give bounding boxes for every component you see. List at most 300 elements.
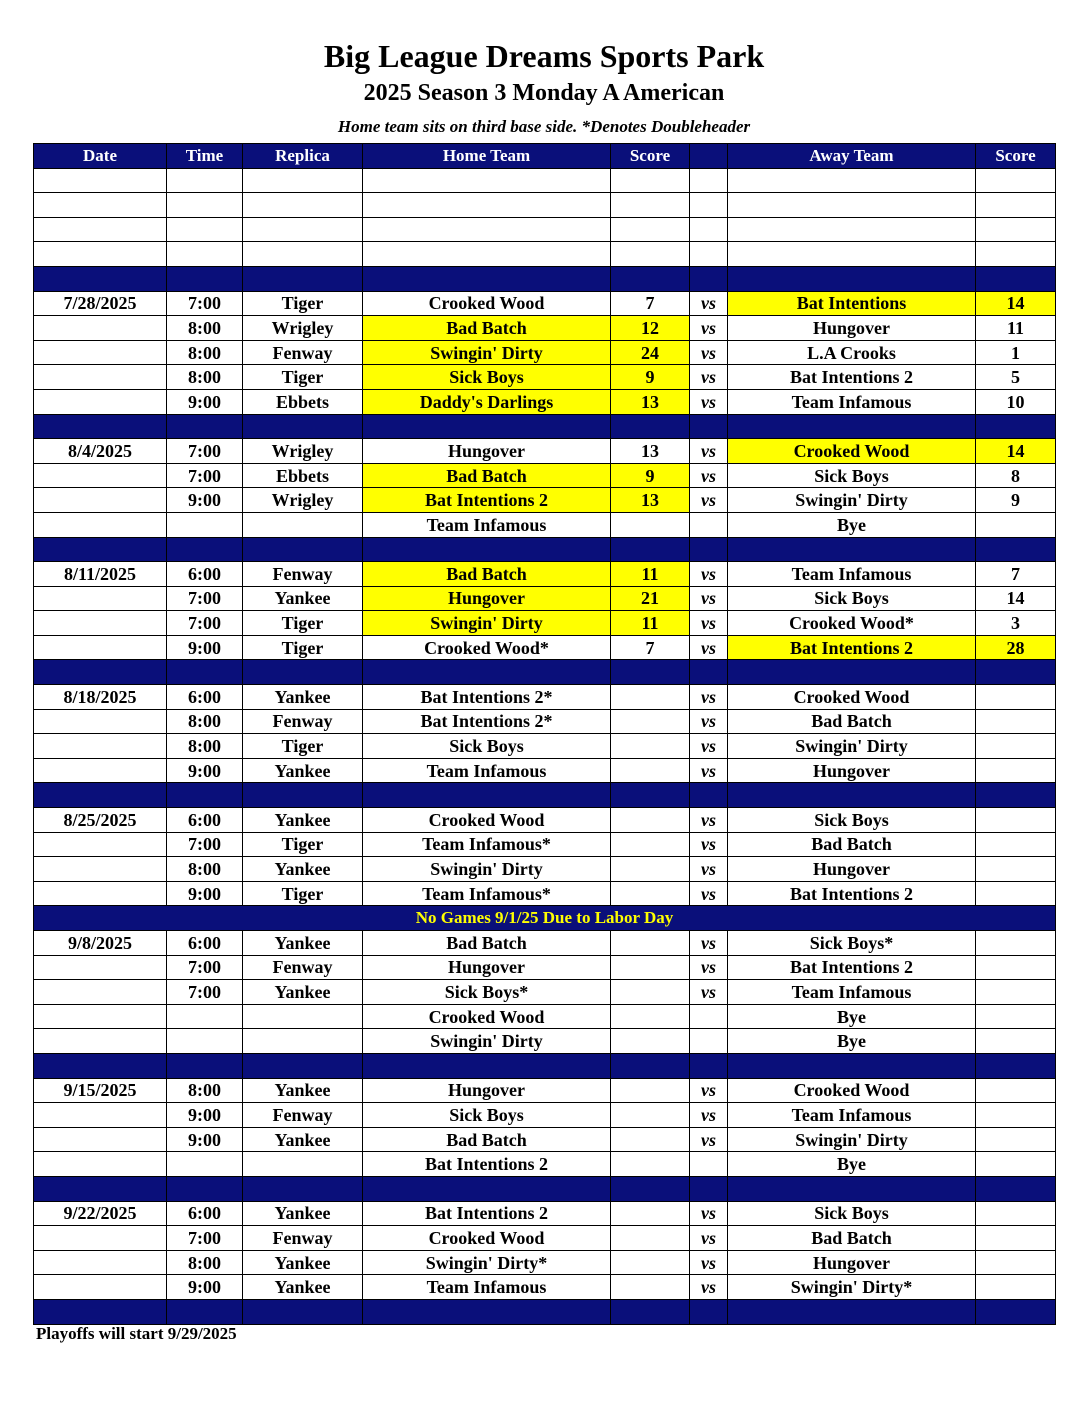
separator-cell (167, 783, 243, 808)
away-score-cell: 7 (976, 562, 1056, 587)
replica-cell: Yankee (243, 1078, 363, 1103)
home-team-cell: Sick Boys (363, 734, 611, 759)
away-team-cell: Crooked Wood (728, 439, 976, 464)
away-score-cell (976, 193, 1056, 218)
home-team-cell: Bad Batch (363, 316, 611, 341)
vs-cell: vs (690, 980, 728, 1005)
vs-cell: vs (690, 611, 728, 636)
vs-cell: vs (690, 316, 728, 341)
home-team-cell: Team Infamous* (363, 881, 611, 906)
date-cell (34, 758, 167, 783)
away-team-cell: Crooked Wood (728, 1078, 976, 1103)
table-row (34, 635, 1056, 660)
away-team-cell: Sick Boys (728, 808, 976, 833)
home-score-cell (611, 955, 690, 980)
away-team-cell: Bat Intentions 2 (728, 635, 976, 660)
home-score-cell: 12 (611, 316, 690, 341)
time-cell: 9:00 (167, 758, 243, 783)
vs-cell: vs (690, 1226, 728, 1251)
week-separator-row (34, 1299, 1056, 1324)
home-team-cell: Bat Intentions 2 (363, 488, 611, 513)
separator-cell (34, 266, 167, 291)
home-score-cell (611, 881, 690, 906)
table-row (34, 1250, 1056, 1275)
away-team-cell (728, 193, 976, 218)
date-cell (34, 193, 167, 218)
home-score-cell (611, 168, 690, 193)
home-team-cell: Bad Batch (363, 1127, 611, 1152)
home-team-cell: Swingin' Dirty (363, 857, 611, 882)
replica-cell: Wrigley (243, 439, 363, 464)
separator-cell (167, 537, 243, 562)
replica-cell: Yankee (243, 931, 363, 956)
home-score-cell (611, 1029, 690, 1054)
away-score-cell (976, 1029, 1056, 1054)
time-cell: 7:00 (167, 955, 243, 980)
date-cell (34, 217, 167, 242)
table-row (34, 955, 1056, 980)
separator-cell (243, 1053, 363, 1078)
separator-cell (976, 1053, 1056, 1078)
home-score-cell (611, 1226, 690, 1251)
separator-cell (728, 1176, 976, 1201)
away-score-cell: 10 (976, 389, 1056, 414)
vs-cell: vs (690, 291, 728, 316)
separator-cell (611, 783, 690, 808)
replica-cell: Tiger (243, 832, 363, 857)
home-team-cell: Swingin' Dirty (363, 1029, 611, 1054)
page-subtitle: 2025 Season 3 Monday A American (363, 80, 725, 106)
home-score-cell: 11 (611, 611, 690, 636)
table-row (34, 1226, 1056, 1251)
table-row (34, 832, 1056, 857)
vs-cell (690, 168, 728, 193)
vs-cell: vs (690, 340, 728, 365)
replica-cell: Fenway (243, 709, 363, 734)
vs-cell: vs (690, 1103, 728, 1128)
home-team-cell: Crooked Wood (363, 1004, 611, 1029)
time-cell (167, 193, 243, 218)
date-cell: 8/25/2025 (34, 808, 167, 833)
table-row (34, 709, 1056, 734)
time-cell: 9:00 (167, 635, 243, 660)
page-title: Big League Dreams Sports Park (323, 38, 765, 74)
replica-cell: Yankee (243, 1275, 363, 1300)
replica-cell: Fenway (243, 955, 363, 980)
table-row (34, 1004, 1056, 1029)
notice-row (34, 906, 1056, 931)
table-row (34, 1029, 1056, 1054)
vs-cell (690, 512, 728, 537)
separator-cell (363, 1299, 611, 1324)
away-team-cell: Bad Batch (728, 709, 976, 734)
vs-cell (690, 193, 728, 218)
home-team-cell: Bat Intentions 2* (363, 709, 611, 734)
notice-text: No Games 9/1/25 Due to Labor Day (34, 906, 1056, 931)
away-score-cell (976, 1250, 1056, 1275)
home-team-cell: Hungover (363, 955, 611, 980)
away-score-cell (976, 808, 1056, 833)
away-score-cell (976, 217, 1056, 242)
vs-cell: vs (690, 1127, 728, 1152)
away-score-cell: 5 (976, 365, 1056, 390)
vs-cell: vs (690, 635, 728, 660)
home-team-cell: Hungover (363, 1078, 611, 1103)
table-row (34, 1201, 1056, 1226)
separator-cell (728, 537, 976, 562)
away-score-cell: 8 (976, 463, 1056, 488)
time-cell: 7:00 (167, 586, 243, 611)
away-team-cell: Crooked Wood (728, 685, 976, 710)
date-cell (34, 168, 167, 193)
away-team-cell: Team Infamous (728, 562, 976, 587)
time-cell: 8:00 (167, 1250, 243, 1275)
date-cell (34, 1226, 167, 1251)
home-score-cell (611, 1201, 690, 1226)
week-separator-row (34, 783, 1056, 808)
replica-cell: Fenway (243, 1103, 363, 1128)
home-score-cell (611, 931, 690, 956)
home-team-cell: Swingin' Dirty* (363, 1250, 611, 1275)
time-cell: 9:00 (167, 1103, 243, 1128)
away-score-cell: 9 (976, 488, 1056, 513)
table-row (34, 685, 1056, 710)
replica-cell: Yankee (243, 758, 363, 783)
table-row (34, 857, 1056, 882)
home-team-cell: Sick Boys (363, 365, 611, 390)
date-cell (34, 1103, 167, 1128)
away-score-cell (976, 1226, 1056, 1251)
week-separator-row (34, 266, 1056, 291)
vs-cell (690, 242, 728, 267)
blank-row (34, 217, 1056, 242)
separator-cell (34, 1299, 167, 1324)
separator-cell (34, 1176, 167, 1201)
time-cell: 6:00 (167, 808, 243, 833)
home-score-cell (611, 808, 690, 833)
separator-cell (728, 1299, 976, 1324)
time-cell: 6:00 (167, 685, 243, 710)
away-team-cell: Hungover (728, 758, 976, 783)
away-score-cell: 28 (976, 635, 1056, 660)
away-team-cell: Swingin' Dirty (728, 734, 976, 759)
date-cell (34, 955, 167, 980)
date-cell (34, 1250, 167, 1275)
table-row (34, 808, 1056, 833)
date-cell (34, 1152, 167, 1177)
vs-cell: vs (690, 881, 728, 906)
replica-cell: Tiger (243, 365, 363, 390)
replica-cell: Fenway (243, 1226, 363, 1251)
time-cell: 7:00 (167, 980, 243, 1005)
date-cell (34, 832, 167, 857)
time-cell: 7:00 (167, 439, 243, 464)
date-cell (34, 586, 167, 611)
replica-cell: Ebbets (243, 463, 363, 488)
separator-cell (167, 1053, 243, 1078)
week-separator-row (34, 414, 1056, 439)
away-team-cell: Crooked Wood* (728, 611, 976, 636)
home-team-cell: Bat Intentions 2* (363, 685, 611, 710)
time-cell (167, 1029, 243, 1054)
replica-cell: Fenway (243, 340, 363, 365)
separator-cell (611, 1176, 690, 1201)
separator-cell (243, 414, 363, 439)
away-score-cell: 14 (976, 291, 1056, 316)
date-cell (34, 635, 167, 660)
col-header-vs (690, 144, 728, 169)
home-team-cell: Team Infamous (363, 512, 611, 537)
replica-cell (243, 242, 363, 267)
home-team-cell: Team Infamous* (363, 832, 611, 857)
week-separator-row (34, 660, 1056, 685)
away-team-cell: Bye (728, 512, 976, 537)
replica-cell: Wrigley (243, 316, 363, 341)
away-score-cell (976, 1078, 1056, 1103)
playoffs-note: Playoffs will start 9/29/2025 (36, 1324, 237, 1343)
time-cell (167, 1004, 243, 1029)
date-cell (34, 857, 167, 882)
separator-cell (690, 1299, 728, 1324)
home-team-cell: Crooked Wood (363, 1226, 611, 1251)
separator-cell (167, 1299, 243, 1324)
time-cell: 7:00 (167, 611, 243, 636)
replica-cell: Yankee (243, 685, 363, 710)
separator-cell (728, 1053, 976, 1078)
time-cell: 6:00 (167, 562, 243, 587)
week-separator-row (34, 1176, 1056, 1201)
separator-cell (728, 414, 976, 439)
home-score-cell (611, 1250, 690, 1275)
separator-cell (243, 1176, 363, 1201)
time-cell: 8:00 (167, 316, 243, 341)
separator-cell (363, 1176, 611, 1201)
time-cell: 7:00 (167, 1226, 243, 1251)
home-team-cell: Crooked Wood* (363, 635, 611, 660)
separator-cell (167, 660, 243, 685)
vs-cell: vs (690, 586, 728, 611)
date-cell (34, 1275, 167, 1300)
separator-cell (243, 266, 363, 291)
time-cell: 9:00 (167, 881, 243, 906)
home-score-cell (611, 1078, 690, 1103)
separator-cell (34, 660, 167, 685)
date-cell: 8/4/2025 (34, 439, 167, 464)
home-score-cell (611, 1103, 690, 1128)
away-score-cell (976, 1103, 1056, 1128)
home-score-cell (611, 709, 690, 734)
table-row (34, 389, 1056, 414)
time-cell: 9:00 (167, 389, 243, 414)
vs-cell: vs (690, 734, 728, 759)
away-team-cell: Swingin' Dirty (728, 488, 976, 513)
home-score-cell (611, 1152, 690, 1177)
time-cell (167, 512, 243, 537)
time-cell (167, 217, 243, 242)
home-score-cell: 7 (611, 635, 690, 660)
date-cell (34, 1029, 167, 1054)
table-row (34, 586, 1056, 611)
time-cell (167, 1152, 243, 1177)
vs-cell: vs (690, 439, 728, 464)
home-team-cell: Hungover (363, 586, 611, 611)
date-cell: 9/15/2025 (34, 1078, 167, 1103)
away-team-cell: Hungover (728, 316, 976, 341)
home-score-cell: 21 (611, 586, 690, 611)
table-row (34, 562, 1056, 587)
away-score-cell: 14 (976, 439, 1056, 464)
vs-cell: vs (690, 1250, 728, 1275)
separator-cell (611, 1053, 690, 1078)
home-team-cell: Bat Intentions 2 (363, 1152, 611, 1177)
date-cell (34, 734, 167, 759)
week-separator-row (34, 537, 1056, 562)
home-score-cell: 9 (611, 463, 690, 488)
away-score-cell (976, 881, 1056, 906)
away-team-cell: Bat Intentions 2 (728, 955, 976, 980)
home-team-cell: Crooked Wood (363, 291, 611, 316)
separator-cell (34, 414, 167, 439)
separator-cell (363, 783, 611, 808)
replica-cell: Wrigley (243, 488, 363, 513)
table-row (34, 340, 1056, 365)
away-score-cell: 14 (976, 586, 1056, 611)
table-row (34, 463, 1056, 488)
date-cell (34, 365, 167, 390)
home-score-cell (611, 512, 690, 537)
home-score-cell (611, 758, 690, 783)
away-team-cell: Bad Batch (728, 832, 976, 857)
vs-cell: vs (690, 488, 728, 513)
separator-cell (243, 1299, 363, 1324)
separator-cell (976, 1299, 1056, 1324)
date-cell (34, 709, 167, 734)
time-cell: 8:00 (167, 734, 243, 759)
separator-cell (243, 660, 363, 685)
replica-cell (243, 1029, 363, 1054)
time-cell: 7:00 (167, 463, 243, 488)
separator-cell (976, 783, 1056, 808)
replica-cell: Yankee (243, 808, 363, 833)
home-score-cell: 9 (611, 365, 690, 390)
replica-cell (243, 193, 363, 218)
table-row (34, 1103, 1056, 1128)
home-team-cell: Team Infamous (363, 758, 611, 783)
replica-cell: Yankee (243, 857, 363, 882)
separator-cell (690, 414, 728, 439)
time-cell: 9:00 (167, 488, 243, 513)
vs-cell: vs (690, 463, 728, 488)
home-team-cell: Bad Batch (363, 931, 611, 956)
away-team-cell (728, 168, 976, 193)
home-team-cell (363, 193, 611, 218)
separator-cell (690, 537, 728, 562)
col-header-home-team: Home Team (363, 144, 611, 169)
home-team-cell: Bat Intentions 2 (363, 1201, 611, 1226)
away-score-cell (976, 955, 1056, 980)
date-cell (34, 389, 167, 414)
away-team-cell: Sick Boys (728, 586, 976, 611)
replica-cell: Yankee (243, 1127, 363, 1152)
home-team-cell: Swingin' Dirty (363, 611, 611, 636)
home-team-cell: Team Infamous (363, 1275, 611, 1300)
vs-cell (690, 217, 728, 242)
col-header-home-score: Score (611, 144, 690, 169)
replica-cell: Ebbets (243, 389, 363, 414)
replica-cell: Fenway (243, 562, 363, 587)
time-cell: 7:00 (167, 832, 243, 857)
time-cell (167, 242, 243, 267)
col-header-away-score: Score (976, 144, 1056, 169)
date-cell (34, 242, 167, 267)
home-score-cell: 11 (611, 562, 690, 587)
away-score-cell (976, 931, 1056, 956)
table-row (34, 1275, 1056, 1300)
replica-cell (243, 217, 363, 242)
vs-cell: vs (690, 832, 728, 857)
away-score-cell: 1 (976, 340, 1056, 365)
separator-cell (167, 266, 243, 291)
separator-cell (611, 414, 690, 439)
separator-cell (167, 414, 243, 439)
table-row (34, 291, 1056, 316)
time-cell: 8:00 (167, 1078, 243, 1103)
date-cell: 8/11/2025 (34, 562, 167, 587)
home-team-cell: Bad Batch (363, 463, 611, 488)
schedule-table (33, 143, 1056, 1325)
home-team-cell: Sick Boys (363, 1103, 611, 1128)
separator-cell (728, 660, 976, 685)
separator-cell (363, 1053, 611, 1078)
replica-cell: Tiger (243, 635, 363, 660)
away-team-cell: Sick Boys* (728, 931, 976, 956)
separator-cell (976, 537, 1056, 562)
away-team-cell: Hungover (728, 1250, 976, 1275)
away-team-cell: Sick Boys (728, 1201, 976, 1226)
vs-cell: vs (690, 857, 728, 882)
away-score-cell (976, 1004, 1056, 1029)
home-team-cell: Sick Boys* (363, 980, 611, 1005)
away-score-cell (976, 1127, 1056, 1152)
replica-cell (243, 1152, 363, 1177)
table-row (34, 734, 1056, 759)
table-row (34, 881, 1056, 906)
date-cell (34, 1127, 167, 1152)
separator-cell (976, 266, 1056, 291)
time-cell: 8:00 (167, 340, 243, 365)
blank-row (34, 193, 1056, 218)
table-row (34, 488, 1056, 513)
replica-cell: Yankee (243, 980, 363, 1005)
separator-cell (363, 537, 611, 562)
separator-cell (611, 660, 690, 685)
time-cell: 8:00 (167, 365, 243, 390)
away-team-cell: L.A Crooks (728, 340, 976, 365)
date-cell (34, 463, 167, 488)
separator-cell (690, 660, 728, 685)
away-team-cell: Swingin' Dirty* (728, 1275, 976, 1300)
away-team-cell: Bye (728, 1004, 976, 1029)
away-team-cell: Bat Intentions (728, 291, 976, 316)
table-row (34, 512, 1056, 537)
away-team-cell (728, 217, 976, 242)
date-cell (34, 512, 167, 537)
home-score-cell (611, 1275, 690, 1300)
home-score-cell: 7 (611, 291, 690, 316)
away-score-cell (976, 857, 1056, 882)
time-cell: 8:00 (167, 709, 243, 734)
home-score-cell (611, 980, 690, 1005)
